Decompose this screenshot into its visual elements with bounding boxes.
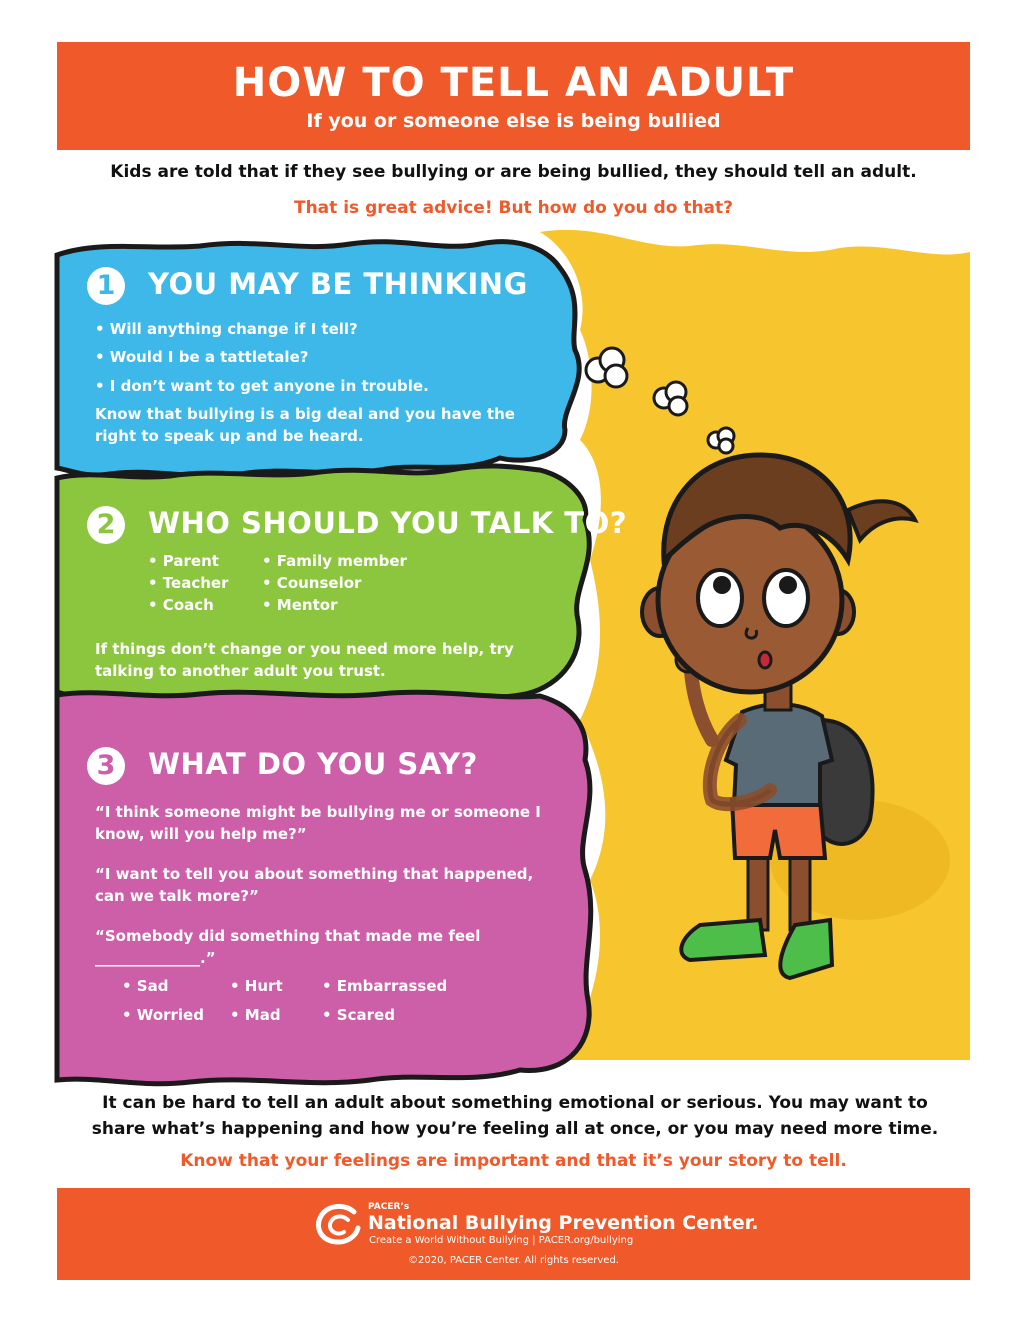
pacer-logo-icon [314, 1202, 364, 1246]
outro-tagline: Know that your feelings are important and that it’s your story to tell. [180, 1151, 847, 1171]
footer-banner [57, 1188, 970, 1280]
section-3-quote: know, will you help me?” [95, 825, 307, 843]
intro-tagline: That is great advice! But how do you do that? [293, 198, 734, 218]
section-3-quote: ______________.” [95, 949, 216, 967]
footer-org-name: National Bullying Prevention Center. [368, 1212, 759, 1234]
section-2-person: • Counselor [262, 574, 362, 592]
section-3-feeling: • Mad [230, 1006, 281, 1024]
section-3-feeling: • Sad [122, 977, 169, 995]
section-1-title: YOU MAY BE THINKING [148, 267, 528, 301]
outro-text [80, 1090, 950, 1142]
page-subtitle: If you or someone else is being bullied [306, 110, 721, 132]
outro-line: share what’s happening and how you’re feeling all at once, or you may need more time. [91, 1119, 939, 1139]
section-2-person: • Parent [148, 552, 219, 570]
section-2-person: • Teacher [148, 574, 229, 592]
section-3-title: WHAT DO YOU SAY? [148, 747, 478, 781]
section-3-feeling: • Worried [122, 1006, 204, 1024]
section-3-quote: “I think someone might be bullying me or someone I [95, 803, 541, 821]
section-3-quote: “I want to tell you about something that happened, [95, 865, 534, 883]
section-2-person: • Coach [148, 596, 214, 614]
section-2-title: WHO SHOULD YOU TALK TO? [148, 506, 628, 540]
section-2-person: • Mentor [262, 596, 338, 614]
section-2-person: • Family member [262, 552, 407, 570]
section-1-note: Know that bullying is a big deal and you have the [95, 405, 515, 423]
footer-copyright: ©2020, PACER Center. All rights reserved. [408, 1255, 619, 1266]
intro-text: Kids are told that if they see bullying or are being bullied, they should tell an adult. [110, 162, 917, 182]
section-3-quote: “Somebody did something that made me feel [95, 927, 481, 945]
section-2-note: If things don’t change or you need more help, try [95, 640, 514, 658]
section-1-number: 1 [87, 267, 125, 305]
footer-pacers: PACER’s [368, 1202, 410, 1212]
boy-mouth [759, 652, 771, 668]
footer-tagline: Create a World Without Bullying | PACER.org/bullying [369, 1235, 634, 1246]
section-3-feeling: • Scared [322, 1006, 395, 1024]
section-2-note: talking to another adult you trust. [95, 662, 386, 680]
section-1-bullet: • I don’t want to get anyone in trouble. [95, 377, 429, 395]
page-title: HOW TO TELL AN ADULT [232, 60, 795, 106]
section-3-feeling: • Embarrassed [322, 977, 448, 995]
section-3-feeling: • Hurt [230, 977, 283, 995]
section-1-bullet: • Will anything change if I tell? [95, 320, 358, 338]
section-3-number: 3 [87, 747, 125, 785]
section-3-quote: can we talk more?” [95, 887, 259, 905]
section-2-number: 2 [87, 506, 125, 544]
section-1-note: right to speak up and be heard. [95, 427, 364, 445]
section-1-bullet: • Would I be a tattletale? [95, 348, 309, 366]
outro-line: It can be hard to tell an adult about something emotional or serious. You may want to [102, 1093, 928, 1113]
